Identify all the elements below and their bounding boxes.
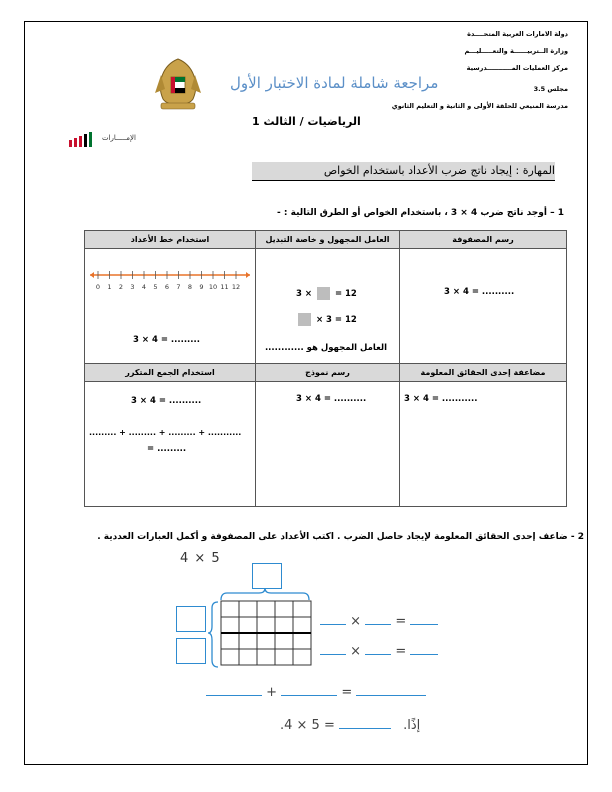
eq1-blank-c[interactable] <box>410 624 438 625</box>
header-school: مدرسة المنيعي للحلقة الأولى و الثانية و التعليم الثانوي <box>391 102 568 110</box>
final-blank[interactable] <box>339 728 391 729</box>
number-line-label: 4 <box>141 283 147 291</box>
array-answer: 3 × 4 = .......... <box>444 287 515 297</box>
array-cell <box>293 617 311 633</box>
cell-model <box>256 382 400 507</box>
double-fact-answer: 3 × 4 = ........... <box>404 394 478 404</box>
final-expression: .4 × 5 = <box>280 718 335 733</box>
number-line-label: 1 <box>107 283 112 291</box>
sum-equals: = <box>341 685 353 700</box>
sum-blank-a[interactable] <box>206 695 262 696</box>
sum-plus: + <box>266 685 278 700</box>
sum-equation <box>206 685 426 700</box>
array-cell <box>221 617 239 633</box>
sum-blank-b[interactable] <box>281 695 337 696</box>
model-answer: 3 × 4 = .......... <box>296 394 367 404</box>
commutative-eq1-right: = 12 <box>334 289 357 299</box>
number-line-label: 11 <box>220 283 229 291</box>
commutative-eq1-left: 3 × <box>296 289 312 299</box>
eq2-blank-b[interactable] <box>365 654 391 655</box>
sum-blank-c[interactable] <box>356 695 426 696</box>
page-title: مراجعة شاملة لمادة الاختبار الأول <box>230 74 439 92</box>
number-line-label: 12 <box>231 283 241 291</box>
number-line-label: 6 <box>164 283 170 291</box>
array-cell <box>257 633 275 649</box>
array-cell <box>275 649 293 665</box>
number-line-right-arrow-icon <box>246 272 250 278</box>
number-line-left-arrow-icon <box>90 272 94 278</box>
unknown-factor-box-2[interactable] <box>298 313 311 326</box>
array-cell <box>257 649 275 665</box>
uae-brand-logo <box>68 128 148 150</box>
eq1-times: × <box>350 614 362 629</box>
methods-table <box>84 230 567 507</box>
commutative-eq-1 <box>296 287 357 300</box>
array-cell <box>221 601 239 617</box>
eq2-blank-a[interactable] <box>320 654 346 655</box>
repeated-sum: ......... + ......... + ......... + ........... <box>89 428 242 437</box>
q2-expression: 4 × 5 <box>180 551 221 566</box>
eq1-blank-a[interactable] <box>320 624 346 625</box>
number-line-answer: 3 × 4 = ......... <box>133 335 200 345</box>
eq2-times: × <box>350 644 362 659</box>
equation-row-1 <box>320 614 438 629</box>
question-2: 2 - ضاعف إحدى الحقائق المعلومة لإيجاد حاصل الضرب . اكتب الأعداد على المصفوفة و أكمل العبارات العددية . <box>97 532 584 542</box>
eq2-blank-c[interactable] <box>410 654 438 655</box>
header-number-line: استخدام خط الأعداد <box>85 231 256 249</box>
cell-array <box>400 249 567 364</box>
array-cell <box>221 633 239 649</box>
number-line-label: 8 <box>187 283 193 291</box>
commutative-eq2-text: × 3 = 12 <box>315 315 357 325</box>
eq1-blank-b[interactable] <box>365 624 391 625</box>
cell-repeated-addition <box>85 382 256 507</box>
left-answer-box-2[interactable] <box>176 638 206 664</box>
question-1: 1 – أوجد ناتج ضرب 4 × 3 ، باستخدام الخواص أو الطرق التالية : - <box>277 208 564 218</box>
final-equation <box>280 718 420 733</box>
top-answer-box[interactable] <box>252 563 282 589</box>
header-repeated-addition: استخدام الجمع المتكرر <box>85 364 256 382</box>
header-commutative: العامل المجهول و خاصة التبديل <box>256 231 400 249</box>
number-line-label: 7 <box>176 283 181 291</box>
header-ministry: وزارة الــتربيــــــة والتعـــــليـــم <box>464 47 568 55</box>
left-brace-icon <box>208 600 220 670</box>
eq1-equals: = <box>395 614 407 629</box>
array-cell <box>257 617 275 633</box>
final-word: .إذًا <box>403 718 421 733</box>
array-cell <box>239 633 257 649</box>
eq2-equals: = <box>395 644 407 659</box>
cell-double-fact <box>400 382 567 507</box>
unknown-factor-box[interactable] <box>317 287 330 300</box>
array-cell <box>293 649 311 665</box>
number-line-label: 3 <box>130 283 135 291</box>
unknown-factor-answer: العامل المجهول هو ............ <box>264 343 387 353</box>
array-cell <box>239 617 257 633</box>
array-cell <box>275 633 293 649</box>
header-center: مركز العمليات المـــــــــــدرسية <box>466 64 568 72</box>
uae-emblem-icon <box>153 55 203 113</box>
number-line-label: 10 <box>208 283 218 291</box>
number-line-label: 5 <box>153 283 158 291</box>
commutative-eq-2 <box>296 313 357 326</box>
number-line-label: 9 <box>199 283 204 291</box>
repeated-answer: 3 × 4 = .......... <box>131 396 202 406</box>
header-country: دولة الامارات العربية المتحــــدة <box>467 30 568 38</box>
equation-row-2 <box>320 644 438 659</box>
array-cell <box>275 617 293 633</box>
cell-number-line <box>85 249 256 364</box>
header-draw-model: رسم نموذج <box>256 364 400 382</box>
number-line-label: 0 <box>95 283 101 291</box>
repeated-equals: = ......... <box>147 444 187 454</box>
array-cell <box>239 649 257 665</box>
array-cell <box>293 633 311 649</box>
header-council: مجلس 3.5 <box>533 85 568 93</box>
page-subtitle: الرياضيات / الثالث 1 <box>252 115 361 128</box>
array-grid <box>220 600 312 666</box>
brand-logo-text: الإمـــــارات <box>102 134 136 142</box>
skill-heading: المهارة : إيجاد ناتج ضرب الأعداد باستخدام الخواص <box>252 162 555 181</box>
array-cell <box>257 601 275 617</box>
array-cell <box>293 601 311 617</box>
number-line-label: 2 <box>118 283 124 291</box>
flag-bars-icon <box>68 130 100 148</box>
array-cell <box>239 601 257 617</box>
header-array: رسم المصفوفة <box>400 231 567 249</box>
header-double-fact: مضاعفة إحدى الحقائق المعلومة <box>400 364 567 382</box>
array-cell <box>221 649 239 665</box>
cell-commutative <box>256 249 400 364</box>
number-line <box>88 267 252 291</box>
array-cell <box>275 601 293 617</box>
left-answer-box-1[interactable] <box>176 606 206 632</box>
